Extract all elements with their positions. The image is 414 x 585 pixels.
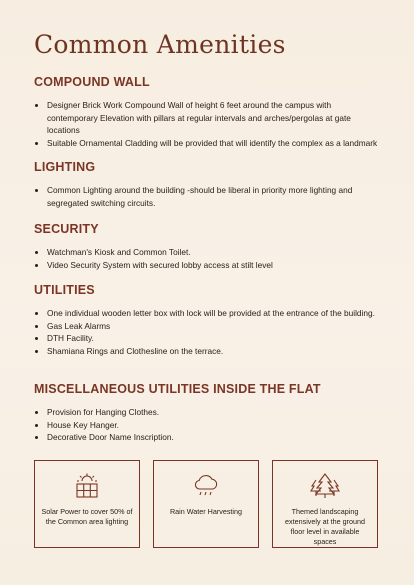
feature-card-rain [153, 460, 259, 548]
section-lighting [34, 160, 384, 209]
rain-cloud-icon [192, 473, 220, 499]
list-item: Common Lighting around the building -should be liberal in priority more lighting and segregated switching circuits. [34, 184, 384, 209]
section-heading: COMPOUND WALL [34, 75, 150, 89]
card-caption: Themed landscaping extensively at the ground floor level in available spaces [285, 507, 365, 546]
list-item: Video Security System with secured lobby access at stilt level [34, 259, 384, 272]
bullet-list [34, 99, 384, 149]
section-heading: SECURITY [34, 222, 99, 236]
solar-panel-icon [74, 473, 100, 499]
section-heading: UTILITIES [34, 283, 95, 297]
bullet-list [34, 307, 384, 357]
card-caption: Solar Power to cover 50% of the Common area lighting [41, 507, 133, 526]
list-item: Gas Leak Alarms [34, 320, 384, 333]
card-caption: Rain Water Harvesting [169, 507, 243, 516]
trees-icon [310, 473, 340, 499]
section-security [34, 222, 384, 271]
list-item: House Key Hanger. [34, 419, 384, 432]
feature-card-solar [34, 460, 140, 548]
bullet-list [34, 406, 384, 444]
list-item: Watchman's Kiosk and Common Toilet. [34, 246, 384, 259]
feature-card-landscaping [272, 460, 378, 548]
list-item: Shamiana Rings and Clothesline on the terrace. [34, 345, 384, 358]
section-heading: MISCELLANEOUS UTILITIES INSIDE THE FLAT [34, 382, 321, 396]
list-item: Designer Brick Work Compound Wall of height 6 feet around the campus with contemporary Elevation with pillars at regular intervals and arches/pergolas at gate locations [34, 99, 384, 137]
list-item: Provision for Hanging Clothes. [34, 406, 384, 419]
feature-cards [34, 460, 380, 550]
section-compound-wall [34, 75, 384, 149]
list-item: Decorative Door Name Inscription. [34, 431, 384, 444]
list-item: DTH Facility. [34, 332, 384, 345]
bullet-list [34, 184, 384, 209]
list-item: Suitable Ornamental Cladding will be provided that will identify the complex as a landmark [34, 137, 384, 150]
list-item: One individual wooden letter box with lock will be provided at the entrance of the building. [34, 307, 384, 320]
section-utilities [34, 283, 384, 357]
section-heading: LIGHTING [34, 160, 96, 174]
bullet-list [34, 246, 384, 271]
page-title: Common Amenities [34, 30, 286, 59]
section-misc-utilities [34, 382, 384, 444]
